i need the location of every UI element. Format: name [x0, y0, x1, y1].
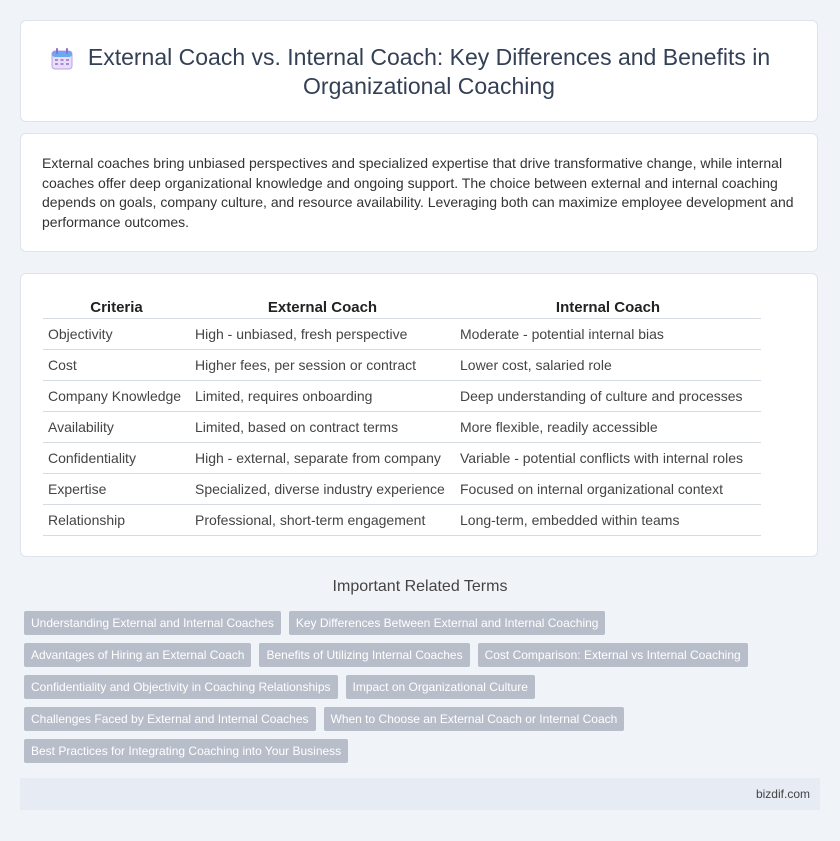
related-term-link[interactable]: Benefits of Utilizing Internal Coaches	[259, 643, 469, 667]
tag-row	[24, 675, 804, 699]
related-term-link[interactable]: Confidentiality and Objectivity in Coaching Relationships	[24, 675, 338, 699]
comparison-card	[20, 273, 818, 557]
tag-row	[24, 707, 804, 731]
related-term-link[interactable]: Understanding External and Internal Coaches	[24, 611, 281, 635]
header-external-coach: External Coach	[190, 296, 455, 319]
related-term-link[interactable]: Challenges Faced by External and Internal Coaches	[24, 707, 316, 731]
cell-external: High - unbiased, fresh perspective	[190, 319, 455, 350]
summary-card	[20, 133, 818, 252]
cell-internal: Variable - potential conflicts with internal roles	[455, 443, 761, 474]
cell-external: Limited, requires onboarding	[190, 381, 455, 412]
table-row	[43, 381, 761, 412]
site-name[interactable]: bizdif.com	[755, 787, 810, 801]
cell-external: Higher fees, per session or contract	[190, 350, 455, 381]
cell-external: Professional, short-term engagement	[190, 505, 455, 536]
cell-criteria: Confidentiality	[43, 443, 190, 474]
tag-row	[24, 739, 804, 763]
cell-criteria: Availability	[43, 412, 190, 443]
table-header-row	[43, 296, 761, 319]
related-term-link[interactable]: Best Practices for Integrating Coaching into Your Business	[24, 739, 348, 763]
related-term-link[interactable]: Impact on Organizational Culture	[346, 675, 535, 699]
cell-external: Specialized, diverse industry experience	[190, 474, 455, 505]
table-row	[43, 505, 761, 536]
header-card	[20, 20, 818, 122]
related-term-link[interactable]: Cost Comparison: External vs Internal Coaching	[478, 643, 748, 667]
cell-criteria: Company Knowledge	[43, 381, 190, 412]
cell-external: Limited, based on contract terms	[190, 412, 455, 443]
related-term-link[interactable]: When to Choose an External Coach or Internal Coach	[324, 707, 625, 731]
header-criteria: Criteria	[43, 296, 190, 319]
cell-internal: Lower cost, salaried role	[455, 350, 761, 381]
cell-criteria: Cost	[43, 350, 190, 381]
page-title: External Coach vs. Internal Coach: Key Differences and Benefits in Organizational Coaching	[87, 44, 771, 99]
related-terms-title: Important Related Terms	[332, 578, 508, 595]
related-term-link[interactable]: Key Differences Between External and Internal Coaching	[289, 611, 606, 635]
cell-internal: More flexible, readily accessible	[455, 412, 761, 443]
cell-internal: Focused on internal organizational context	[455, 474, 761, 505]
cell-external: High - external, separate from company	[190, 443, 455, 474]
summary-text: External coaches bring unbiased perspectives and specialized expertise that drive transformative change, while internal coaches offer deep organizational knowledge and ongoing support. The choice between external and internal coaching depends on goals, company culture, and resource availability. Leveraging both can maximize employee development and performance outcomes.	[42, 155, 794, 230]
tag-row	[24, 643, 804, 667]
cell-internal: Long-term, embedded within teams	[455, 505, 761, 536]
table-row	[43, 474, 761, 505]
related-term-link[interactable]: Advantages of Hiring an External Coach	[24, 643, 251, 667]
related-terms-list	[24, 611, 804, 771]
table-row	[43, 350, 761, 381]
cell-criteria: Relationship	[43, 505, 190, 536]
comparison-table	[43, 296, 761, 536]
tag-row	[24, 611, 804, 635]
cell-internal: Moderate - potential internal bias	[455, 319, 761, 350]
cell-internal: Deep understanding of culture and processes	[455, 381, 761, 412]
cell-criteria: Objectivity	[43, 319, 190, 350]
table-row	[43, 412, 761, 443]
table-row	[43, 319, 761, 350]
cell-criteria: Expertise	[43, 474, 190, 505]
header-internal-coach: Internal Coach	[455, 296, 761, 319]
footer	[20, 778, 820, 810]
table-row	[43, 443, 761, 474]
